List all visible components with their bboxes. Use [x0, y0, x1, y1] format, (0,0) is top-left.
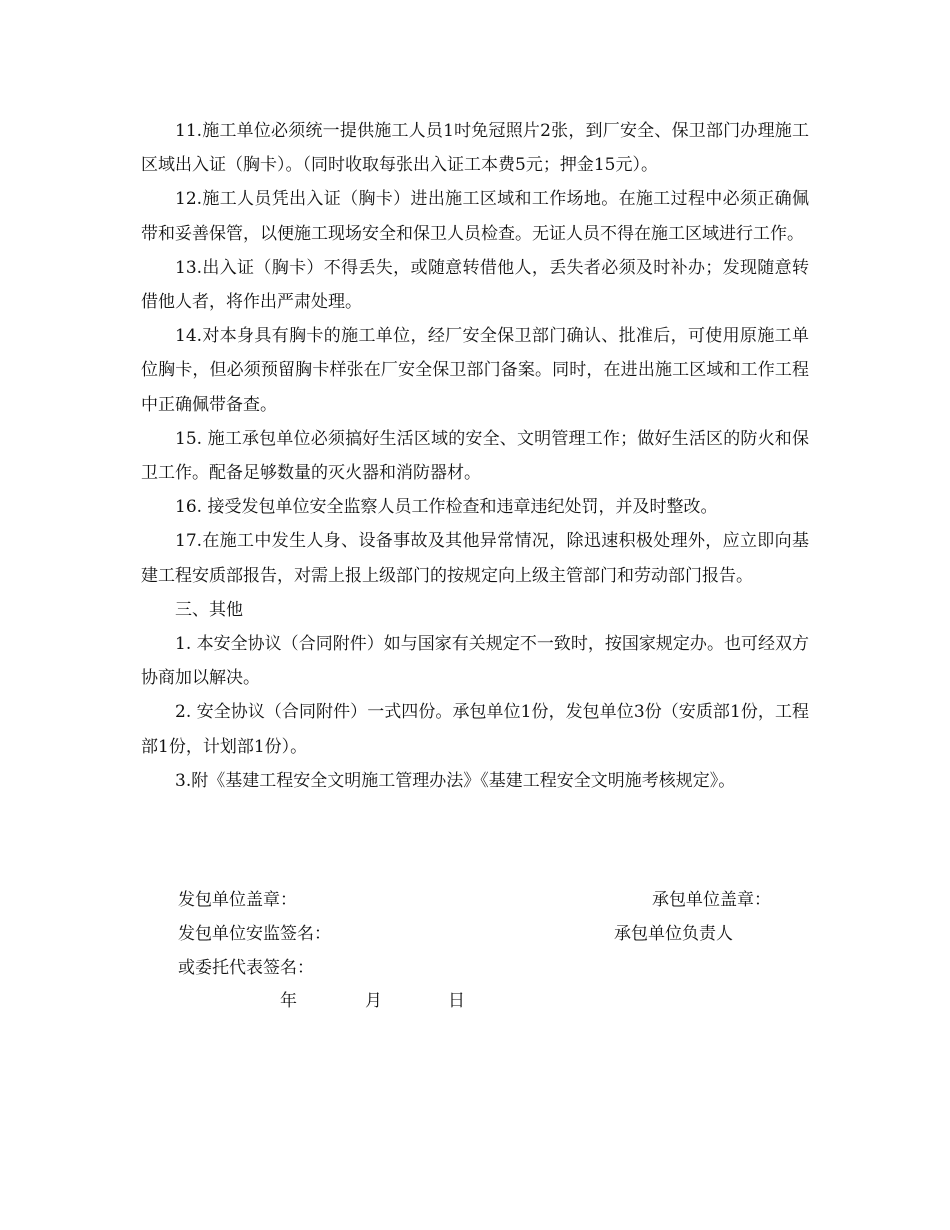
document-body — [141, 114, 809, 798]
clause-13: 13.出入证（胸卡）不得丢失，或随意转借他人，丢失者必须及时补办；发现随意转借他人者，将作出严肃处理。 — [141, 257, 809, 313]
date-month: 月 — [365, 991, 382, 1011]
clause-14: 14.对本身具有胸卡的施工单位，经厂安全保卫部门确认、批准后，可使用原施工单位胸卡，但必须预留胸卡样张在厂安全保卫部门备案。同时，在进出施工区域和工作工程中正确佩带备查。 — [141, 326, 809, 415]
date-day: 日 — [448, 991, 465, 1011]
clause-12: 12.施工人员凭出入证（胸卡）进出施工区域和工作场地。在施工过程中必须正确佩带和妥善保管，以便施工现场安全和保卫人员检查。无证人员不得在施工区域进行工作。 — [141, 189, 809, 244]
section-heading-other: 三、其他 — [175, 599, 243, 620]
seal-line — [178, 883, 818, 917]
date-year: 年 — [280, 991, 297, 1011]
contractor-seal-label: 承包单位盖章： — [652, 890, 771, 910]
delegate-sign-label: 或委托代表签名： — [178, 958, 314, 978]
other-clause-1: 1. 本安全协议（合同附件）如与国家有关规定不一致时，按国家规定办。也可经双方协商加以解决。 — [141, 634, 809, 689]
employer-supervisor-sign-label: 发包单位安监签名： — [178, 924, 331, 944]
delegate-line — [178, 951, 818, 985]
employer-seal-label: 发包单位盖章： — [178, 890, 297, 910]
signature-line — [178, 917, 818, 951]
other-clause-2: 2. 安全协议（合同附件）一式四份。承包单位1份，发包单位3份（安质部1份，工程部1份，计划部1份）。 — [141, 702, 809, 757]
contractor-leader-label: 承包单位负责人 — [614, 924, 733, 944]
clause-17: 17.在施工中发生人身、设备事故及其他异常情况，除迅速积极处理外，应立即向基建工程安质部报告，对需上报上级部门的按规定向上级主管部门和劳动部门报告。 — [141, 531, 809, 586]
other-clause-3: 3.附《基建工程安全文明施工管理办法》《基建工程安全文明施考核规定》。 — [175, 770, 736, 791]
date-line — [178, 984, 818, 1018]
clause-11: 11.施工单位必须统一提供施工人员1吋免冠照片2张，到厂安全、保卫部门办理施工区域出入证（胸卡）。（同时收取每张出入证工本费5元；押金15元）。 — [141, 121, 809, 176]
clause-15: 15. 施工承包单位必须搞好生活区域的安全、文明管理工作；做好生活区的防火和保卫工作。配备足够数量的灭火器和消防器材。 — [141, 428, 809, 484]
clause-16: 16. 接受发包单位安全监察人员工作检查和违章违纪处罚，并及时整改。 — [175, 497, 718, 518]
